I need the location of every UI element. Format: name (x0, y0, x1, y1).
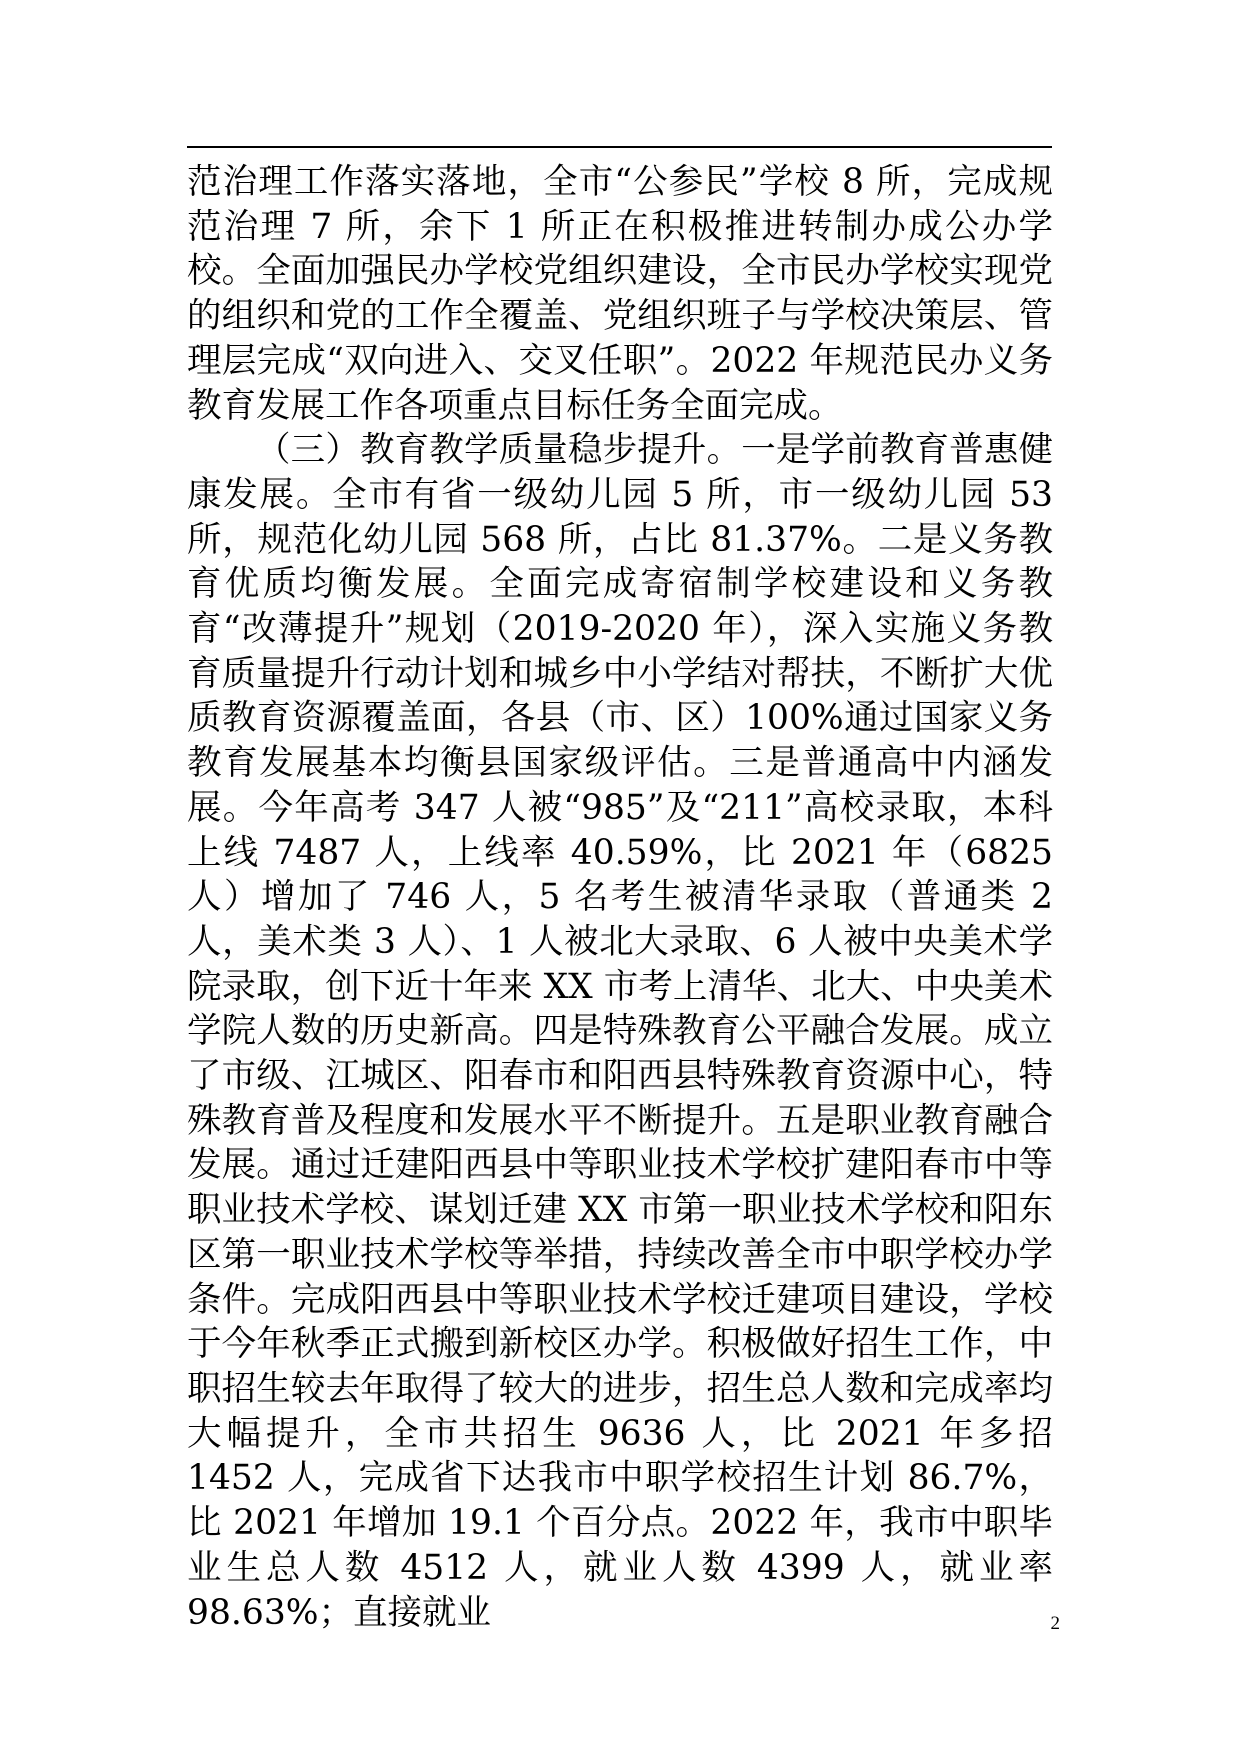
header-rule (187, 146, 1052, 148)
document-body (187, 160, 1053, 1635)
paragraph-continued: 范治理工作落实落地，全市“公参民”学校 8 所，完成规范治理 7 所，余下 1 所正在积极推进转制办成公办学校。全面加强民办学校党组织建设，全市民办学校实现党的组织和党的工作全覆盖、党组织班子与学校决策层、管理层完成“双向进入、交叉任职”。2022 年规范民办义务教育发展工作各项重点目标任务全面完成。 (187, 162, 1053, 426)
paragraph-education-quality: （三）教育教学质量稳步提升。一是学前教育普惠健康发展。全市有省一级幼儿园 5 所，市一级幼儿园 53 所，规范化幼儿园 568 所，占比 81.37%。二是义务教育优质均衡发展。全面完成寄宿制学校建设和义务教育“改薄提升”规划（2019-2020 年），深入实施义务教育质量提升行动计划和城乡中小学结对帮扶，不断扩大优质教育资源覆盖面，各县（市、区）100%通过国家义务教育发展基本均衡县国家级评估。三是普通高中内涵发展。今年高考 347 人被“985”及“211”高校录取，本科上线 7487 人，上线率 40.59%，比 2021 年（6825 人）增加了 746 人，5 名考生被清华录取（普通类 2 人，美术类 3 人）、1 人被北大录取、6 人被中央美术学院录取，创下近十年来 XX 市考上清华、北大、中央美术学院人数的历史新高。四是特殊教育公平融合发展。成立了市级、江城区、阳春市和阳西县特殊教育资源中心，特殊教育普及程度和发展水平不断提升。五是职业教育融合发展。通过迁建阳西县中等职业技术学校扩建阳春市中等职业技术学校、谋划迁建 XX 市第一职业技术学校和阳东区第一职业技术学校等举措，持续改善全市中职学校办学条件。完成阳西县中等职业技术学校迁建项目建设，学校于今年秋季正式搬到新校区办学。积极做好招生工作，中职招生较去年取得了较大的进步，招生总人数和完成率均大幅提升，全市共招生 9636 人，比 2021 年多招 1452 人，完成省下达我市中职学校招生计划 86.7%，比 2021 年增加 19.1 个百分点。2022 年，我市中职毕业生总人数 4512 人，就业人数 4399 人，就业率 98.63%；直接就业 (187, 430, 1053, 1633)
page-number: 2 (1050, 1613, 1060, 1634)
